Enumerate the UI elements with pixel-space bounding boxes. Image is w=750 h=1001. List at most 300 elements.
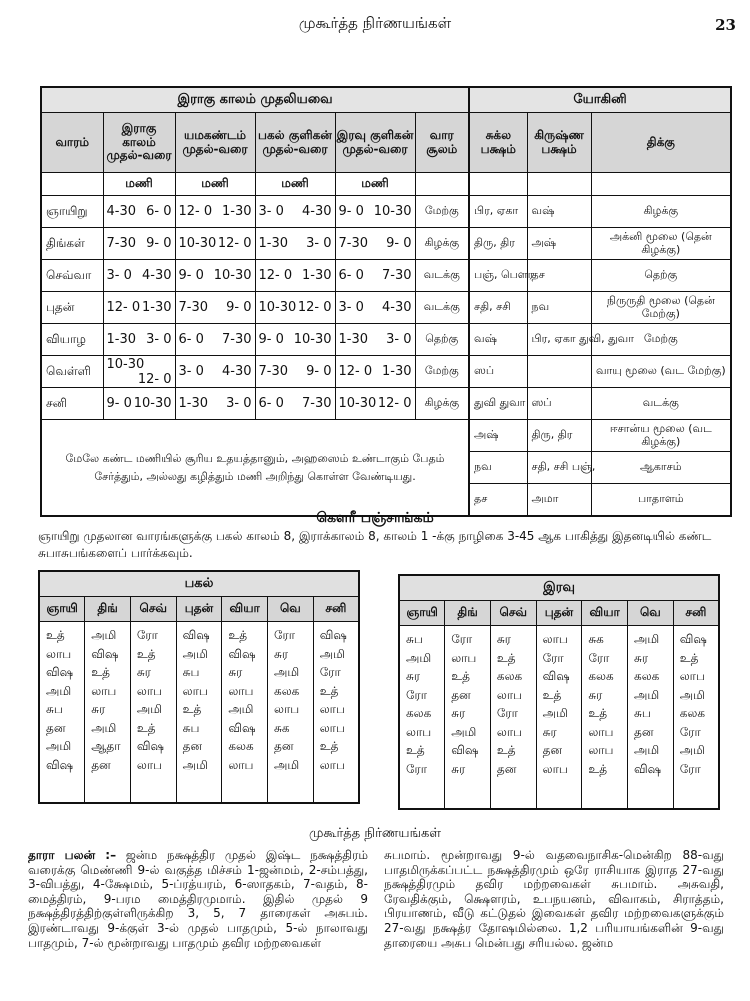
unit-blank xyxy=(415,173,469,196)
gowri-period: சுப xyxy=(634,706,651,720)
gowri-weekday-column xyxy=(399,626,445,810)
gowri-period: சுர xyxy=(542,724,557,739)
yogini-direction: நிருருதி மூலை (தென் மேற்கு) xyxy=(591,292,731,324)
unit-blank xyxy=(469,173,527,196)
time-start: 12- 0 xyxy=(338,364,373,379)
time-end: 12- 0 xyxy=(297,300,332,315)
gowri-period: உத் xyxy=(496,743,516,757)
weekday-row xyxy=(41,196,731,228)
yama-time xyxy=(175,356,255,388)
rahu-time xyxy=(103,196,175,228)
gowri-period: கலக xyxy=(588,669,614,683)
time-end: 12- 0 xyxy=(377,396,412,411)
dk-time xyxy=(255,324,335,356)
time-start: 1-30 xyxy=(338,332,369,347)
gowri-period: அமி xyxy=(91,720,117,735)
time-start: 7-30 xyxy=(106,236,137,251)
gowri-day-table xyxy=(38,570,360,804)
gowri-weekday-column xyxy=(39,622,85,804)
gowri-period: உத் xyxy=(136,646,156,661)
time-adjustment-note: மேலே கண்ட மணியில் சூரிய உதயத்தானும், அஹஸைம் உண்டாகும் பேதம் சேர்த்தும், அல்லது கழித்தும் மணி அறிந்து கொள்ள வேண்டியது. xyxy=(41,420,469,517)
gowri-period: ரோ xyxy=(406,687,427,702)
gowri-period: லாப xyxy=(319,720,345,735)
tara-balan-left-column xyxy=(28,848,368,950)
col-sukla: சுக்ல பக்ஷம் xyxy=(469,113,527,173)
gowri-period: தன xyxy=(274,739,294,753)
gowri-weekday: புதன் xyxy=(176,597,222,622)
gowri-period: உத் xyxy=(496,650,516,665)
time-end: 9- 0 xyxy=(306,364,332,379)
krishna-paksha: தச xyxy=(527,260,591,292)
krishna-paksha: பிர, ஏகா துவி, துவா xyxy=(527,324,591,356)
gowri-day-title: பகல் xyxy=(39,571,359,597)
time-end: 4-30 xyxy=(301,204,332,219)
col-day: வாரம் xyxy=(41,113,103,173)
time-start: 12- 0 xyxy=(106,300,141,315)
yogini-direction: தெற்கு xyxy=(591,260,731,292)
rahu-time xyxy=(103,324,175,356)
gowri-weekday-column xyxy=(628,626,674,810)
sukla-paksha: அஷ் xyxy=(469,420,527,452)
rahu-time xyxy=(103,292,175,324)
gowri-period: அமி xyxy=(679,687,705,702)
time-end: 4-30 xyxy=(221,364,252,379)
gowri-period: சுக xyxy=(588,632,604,646)
time-end: 1-30 xyxy=(141,300,172,315)
gowri-period: விஷ xyxy=(634,761,662,776)
gowri-weekday-column xyxy=(176,622,222,804)
sukla-paksha: தச xyxy=(469,484,527,517)
gowri-period: அமி xyxy=(228,702,254,716)
time-start: 6- 0 xyxy=(258,396,284,411)
time-end: 10-30 xyxy=(213,268,252,283)
sukla-paksha: வஷ் xyxy=(469,324,527,356)
weekday-row xyxy=(41,388,731,420)
dk-time xyxy=(255,388,335,420)
gowri-period: உத் xyxy=(182,702,202,716)
yogini-direction: ஈசான்ய மூலை (வட கிழக்கு) xyxy=(591,420,731,452)
weekday-name: வியாழ xyxy=(41,324,103,356)
yama-time xyxy=(175,196,255,228)
tara-balan-left-text: ஜன்ம நக்ஷத்திர முதல் இஷ்ட நக்ஷத்திரம் வரைக்கு மெண்ணி 9-ல் வகுத்த மிச்சம் 1-ஜன்மம், 2-சம்பத்து, 3-விபத்து, 4-க்ஷேமம், 5-ப்ரத்யரம், 6-ஸாதகம், 7-வதம், 8-மைத்திரம், 9-பரம மைத்திரமுமாம். இதில் முதல் 9 நக்ஷத்திரத்திற்குள்ளிருக்கிற 3, 5, 7 தாரைகள் அசுபம். இரண்டாவது 9-க்குள் 3-ல் முதல் பாதமும், 5-ல் நாலாவது பாதமும், 7-ல் மூன்றாவது பாதமும் தவிர மற்றவைகள் xyxy=(28,848,368,950)
col-day-kuligai: பகல் குளிகன் முதல்-வரை xyxy=(255,113,335,173)
gowri-period: உத் xyxy=(542,687,562,702)
gowri-period: கலக xyxy=(679,706,706,720)
time-start: 12- 0 xyxy=(258,268,293,283)
time-start: 9- 0 xyxy=(258,332,284,347)
nk-time xyxy=(335,196,415,228)
time-end: 1-30 xyxy=(301,268,332,283)
gowri-period: லாப xyxy=(588,743,614,757)
gowri-period: லாப xyxy=(542,632,568,646)
gowri-weekday-column xyxy=(268,622,314,804)
gowri-period: சுக xyxy=(274,720,290,735)
yogini-tail-row xyxy=(41,420,731,452)
gowri-weekday-column xyxy=(582,626,628,810)
gowri-period: உத் xyxy=(406,743,425,757)
gowri-period: லாப xyxy=(46,646,72,661)
nk-time xyxy=(335,292,415,324)
gowri-period: தன xyxy=(91,757,111,772)
gowri-period: லாப xyxy=(588,724,614,739)
gowri-period: கலக xyxy=(496,669,523,683)
time-start: 3- 0 xyxy=(258,204,284,219)
gowri-period: லாப xyxy=(136,683,163,698)
yama-time xyxy=(175,260,255,292)
gowri-period: அமி xyxy=(634,687,660,702)
gowri-weekday-column xyxy=(222,622,268,804)
gowri-period: விஷ xyxy=(319,628,347,642)
gowri-weekday: சனி xyxy=(313,597,359,622)
gowri-period: லாப xyxy=(319,702,345,716)
gowri-weekday-column xyxy=(536,626,582,810)
gowri-period: உத் xyxy=(588,761,608,776)
col-night-kuligai: இரவு குளிகன் முதல்-வரை xyxy=(335,113,415,173)
yogini-direction: ஆகாசம் xyxy=(591,452,731,484)
krishna-paksha: சதி, சசி பஞ், xyxy=(527,452,591,484)
gowri-period: உத் xyxy=(46,628,65,642)
dk-time xyxy=(255,356,335,388)
gowri-period: அமி xyxy=(679,743,705,757)
gowri-period: சுர xyxy=(274,646,289,661)
gowri-period: ரோ xyxy=(588,650,610,665)
yama-time xyxy=(175,388,255,420)
gowri-period: கலக xyxy=(634,669,660,683)
unit-row xyxy=(41,173,731,196)
gowri-weekday: திங் xyxy=(445,601,491,626)
time-end: 1-30 xyxy=(381,364,412,379)
time-end: 3- 0 xyxy=(306,236,332,251)
running-title: முகூர்த்த நிர்ணயங்கள் xyxy=(298,14,452,32)
gowri-period: ரோ xyxy=(136,628,158,642)
gowri-period: லாப xyxy=(496,724,523,739)
time-end: 3- 0 xyxy=(226,396,252,411)
time-end: 12- 0 xyxy=(217,236,252,251)
gowri-period: லாப xyxy=(228,683,254,698)
gowri-period: சுர xyxy=(91,702,106,716)
gowri-period: அமி xyxy=(319,646,345,661)
unit-label: மணி xyxy=(103,173,175,196)
gowri-period: லாப xyxy=(542,761,568,776)
unit-blank xyxy=(527,173,591,196)
time-end: 1-30 xyxy=(221,204,252,219)
weekday-name: சனி xyxy=(41,388,103,420)
yogini-direction: கிழக்கு xyxy=(591,196,731,228)
weekday-row xyxy=(41,292,731,324)
gowri-period: லாப xyxy=(451,650,477,665)
soolam-direction: கிழக்கு xyxy=(415,388,469,420)
gowri-period: சுர xyxy=(406,669,421,683)
weekday-name: புதன் xyxy=(41,292,103,324)
nk-time xyxy=(335,388,415,420)
krishna-paksha: திரு, திர xyxy=(527,420,591,452)
gowri-period: உத் xyxy=(319,683,339,698)
time-end: 3- 0 xyxy=(146,332,172,347)
gowri-weekday: திங் xyxy=(85,597,131,622)
gowri-period: அமி xyxy=(634,632,660,646)
nk-time xyxy=(335,356,415,388)
gowri-weekday: வெ xyxy=(628,601,674,626)
yama-time xyxy=(175,324,255,356)
time-end: 9- 0 xyxy=(386,236,412,251)
gowri-period: விஷ xyxy=(91,646,119,661)
gowri-period: உத் xyxy=(588,706,608,720)
col-direction: திக்கு xyxy=(591,113,731,173)
rahu-time xyxy=(103,260,175,292)
time-start: 7-30 xyxy=(338,236,369,251)
gowri-period: அமி xyxy=(406,650,432,665)
gowri-period: அமி xyxy=(46,683,72,698)
soolam-direction: வடக்கு xyxy=(415,260,469,292)
gowri-weekday: வியா xyxy=(582,601,628,626)
gowri-period: உத் xyxy=(91,665,110,679)
gowri-period: சுர xyxy=(451,761,466,776)
gowri-period: லாப xyxy=(136,757,163,772)
gowri-period: விஷ xyxy=(679,632,707,646)
time-end: 12- 0 xyxy=(137,371,172,387)
gowri-period: விஷ xyxy=(46,757,74,772)
unit-label: மணி xyxy=(175,173,255,196)
weekday-name: திங்கள் xyxy=(41,228,103,260)
gowri-period: லாப xyxy=(319,757,345,772)
tara-balan-lead: தாரா பலன் :– xyxy=(28,848,117,862)
time-end: 7-30 xyxy=(301,396,332,411)
gowri-weekday: புதன் xyxy=(536,601,582,626)
gowri-period: சுப xyxy=(182,665,200,679)
time-start: 12- 0 xyxy=(178,204,213,219)
gowri-period: சுப xyxy=(406,632,423,646)
sukla-paksha: ஸப் xyxy=(469,356,527,388)
time-end: 6- 0 xyxy=(146,204,172,219)
time-end: 10-30 xyxy=(293,332,332,347)
gowri-period: சுர xyxy=(451,706,466,720)
rahu-time xyxy=(103,228,175,260)
gowri-period: கலக xyxy=(228,739,254,753)
yama-time xyxy=(175,228,255,260)
sukla-paksha: பஞ், பௌர xyxy=(469,260,527,292)
gowri-period: சுப xyxy=(182,720,200,735)
time-start: 3- 0 xyxy=(106,268,132,283)
time-end: 7-30 xyxy=(221,332,252,347)
gowri-period: கலக xyxy=(406,706,432,720)
soolam-direction: மேற்கு xyxy=(415,356,469,388)
gowri-period: அமி xyxy=(634,743,660,757)
dk-time xyxy=(255,196,335,228)
gowri-period: தன xyxy=(182,739,203,753)
time-start: 7-30 xyxy=(258,364,289,379)
krishna-paksha xyxy=(527,356,591,388)
gowri-period: தன xyxy=(46,720,66,735)
gowri-period: ரோ xyxy=(542,650,564,665)
weekday-name: செவ்வா xyxy=(41,260,103,292)
yama-time xyxy=(175,292,255,324)
dk-time xyxy=(255,292,335,324)
time-start: 6- 0 xyxy=(338,268,364,283)
time-start: 1-30 xyxy=(258,236,289,251)
krishna-paksha: வஷ் xyxy=(527,196,591,228)
gowri-period: அமி xyxy=(274,665,300,679)
gowri-period: விஷ xyxy=(451,743,479,757)
weekday-row xyxy=(41,260,731,292)
sukla-paksha: சதி, சசி xyxy=(469,292,527,324)
time-start: 7-30 xyxy=(178,300,209,315)
gowri-period: அமி xyxy=(46,739,72,753)
rahu-time xyxy=(103,388,175,420)
gowri-period: விஷ xyxy=(136,739,164,753)
krishna-paksha: நவ xyxy=(527,292,591,324)
gowri-period: அமி xyxy=(182,757,208,772)
sukla-paksha: துவி துவா xyxy=(469,388,527,420)
sukla-paksha: பிர, ஏகா xyxy=(469,196,527,228)
time-start: 9- 0 xyxy=(106,396,132,411)
time-start: 10-30 xyxy=(178,236,217,251)
soolam-direction: மேற்கு xyxy=(415,196,469,228)
gowri-period: ரோ xyxy=(679,724,701,739)
gowri-weekday: வெ xyxy=(268,597,314,622)
col-soolam: வார சூலம் xyxy=(415,113,469,173)
gowri-period: சுப xyxy=(46,702,63,716)
time-end: 9- 0 xyxy=(226,300,252,315)
time-end: 9- 0 xyxy=(146,236,172,251)
gowri-period: தன xyxy=(451,687,471,702)
krishna-paksha: ஸப் xyxy=(527,388,591,420)
gowri-period: ரோ xyxy=(274,628,296,642)
rahu-time xyxy=(103,356,175,388)
yogini-direction: பாதாளம் xyxy=(591,484,731,517)
gowri-period: சுர xyxy=(228,665,243,679)
gowri-period: விஷ xyxy=(46,665,74,679)
unit-label: மணி xyxy=(335,173,415,196)
gowri-weekday-column xyxy=(85,622,131,804)
gowri-weekday: வியா xyxy=(222,597,268,622)
time-start: 4-30 xyxy=(106,204,137,219)
col-rahu: இராகு காலம் முதல்-வரை xyxy=(103,113,175,173)
gowri-weekday: ஞாயி xyxy=(399,601,445,626)
unit-blank xyxy=(41,173,103,196)
time-start: 1-30 xyxy=(178,396,209,411)
gowri-period: விஷ xyxy=(228,720,256,735)
gowri-period: லாப xyxy=(496,687,523,702)
weekday-row xyxy=(41,324,731,356)
gowri-period: லாப xyxy=(228,757,254,772)
gowri-period: சுர xyxy=(588,687,603,702)
gowri-period: ரோ xyxy=(496,706,518,720)
col-yama: யமகண்டம் முதல்-வரை xyxy=(175,113,255,173)
gowri-night-table xyxy=(398,574,720,810)
gowri-period: உத் xyxy=(319,739,339,753)
gowri-title: கௌரீ பஞ்சாங்கம் xyxy=(316,510,434,526)
page-number: 23 xyxy=(715,16,736,34)
soolam-direction: வடக்கு xyxy=(415,292,469,324)
gowri-period: தன xyxy=(496,761,517,776)
gowri-period: அமி xyxy=(542,706,568,720)
muhurtha-section-title: முகூர்த்த நிர்ணயங்கள் xyxy=(308,826,441,841)
time-start: 3- 0 xyxy=(178,364,204,379)
gowri-period: சுர xyxy=(634,650,649,665)
gowri-period: அமி xyxy=(274,757,300,772)
time-end: 3- 0 xyxy=(386,332,412,347)
rahu-group-title: இராகு காலம் முதலியவை xyxy=(41,87,469,113)
time-start: 9- 0 xyxy=(338,204,364,219)
gowri-period: சுர xyxy=(136,665,151,679)
gowri-period: அமி xyxy=(91,628,117,642)
gowri-period: தன xyxy=(634,724,654,739)
yogini-direction: அக்னி மூலை (தென் கிழக்கு) xyxy=(591,228,731,260)
gowri-period: கலக xyxy=(274,683,300,698)
krishna-paksha: அஷ் xyxy=(527,228,591,260)
time-start: 10-30 xyxy=(258,300,297,315)
nk-time xyxy=(335,324,415,356)
time-end: 4-30 xyxy=(141,268,172,283)
gowri-period: விஷ xyxy=(182,628,210,642)
weekday-name: வெள்ளி xyxy=(41,356,103,388)
gowri-weekday-column xyxy=(445,626,491,810)
weekday-row xyxy=(41,228,731,260)
gowri-period: ரோ xyxy=(406,761,427,776)
yogini-title: யோகினி xyxy=(469,87,731,113)
gowri-period: உத் xyxy=(451,669,470,683)
gowri-period: உத் xyxy=(136,720,156,735)
gowri-description: ஞாயிறு முதலான வாரங்களுக்கு பகல் காலம் 8, இராக்காலம் 8, காலம் 1 -க்கு நாழிகை 3-45 ஆக பாகித்து இதனடியில் கண்ட சுபாசுபங்களைப் பார்க்கவும். xyxy=(38,529,712,560)
time-end: 10-30 xyxy=(133,396,172,411)
unit-label: மணி xyxy=(255,173,335,196)
gowri-weekday-column xyxy=(490,626,536,810)
gowri-weekday: செவ் xyxy=(130,597,176,622)
gowri-period: உத் xyxy=(228,628,248,642)
soolam-direction: கிழக்கு xyxy=(415,228,469,260)
gowri-weekday: செவ் xyxy=(490,601,536,626)
gowri-weekday-column xyxy=(130,622,176,804)
gowri-period: உத் xyxy=(679,650,699,665)
time-start: 1-30 xyxy=(106,332,137,347)
gowri-period: ரோ xyxy=(679,761,701,776)
col-krishna: கிருஷ்ண பக்ஷம் xyxy=(527,113,591,173)
time-start: 10-30 xyxy=(106,356,145,372)
gowri-period: லாப xyxy=(274,702,300,716)
gowri-period: லாப xyxy=(679,669,705,683)
time-end: 10-30 xyxy=(373,204,412,219)
time-end: 4-30 xyxy=(381,300,412,315)
gowri-period: தன xyxy=(542,743,563,757)
gowri-period: லாப xyxy=(182,683,208,698)
nk-time xyxy=(335,228,415,260)
gowri-weekday: ஞாயி xyxy=(39,597,85,622)
gowri-period: லாப xyxy=(91,683,117,698)
time-start: 9- 0 xyxy=(178,268,204,283)
time-start: 6- 0 xyxy=(178,332,204,347)
soolam-direction: தெற்கு xyxy=(415,324,469,356)
gowri-period: அமி xyxy=(136,702,163,716)
nk-time xyxy=(335,260,415,292)
sukla-paksha: நவ xyxy=(469,452,527,484)
time-start: 10-30 xyxy=(338,396,377,411)
gowri-period: அமி xyxy=(451,724,477,739)
gowri-period: ரோ xyxy=(319,665,341,679)
gowri-period: சுர xyxy=(496,632,511,646)
yogini-direction: வடக்கு xyxy=(591,388,731,420)
gowri-period: அமி xyxy=(182,646,208,661)
weekday-row xyxy=(41,356,731,388)
rahu-kalam-table xyxy=(40,86,732,517)
dk-time xyxy=(255,228,335,260)
dk-time xyxy=(255,260,335,292)
gowri-period: ரோ xyxy=(451,632,473,646)
sukla-paksha: திரு, திர xyxy=(469,228,527,260)
gowri-period: லாப xyxy=(406,724,432,739)
yogini-direction: மேற்கு xyxy=(591,324,731,356)
gowri-weekday-column xyxy=(673,626,719,810)
gowri-period: விஷ xyxy=(228,646,256,661)
